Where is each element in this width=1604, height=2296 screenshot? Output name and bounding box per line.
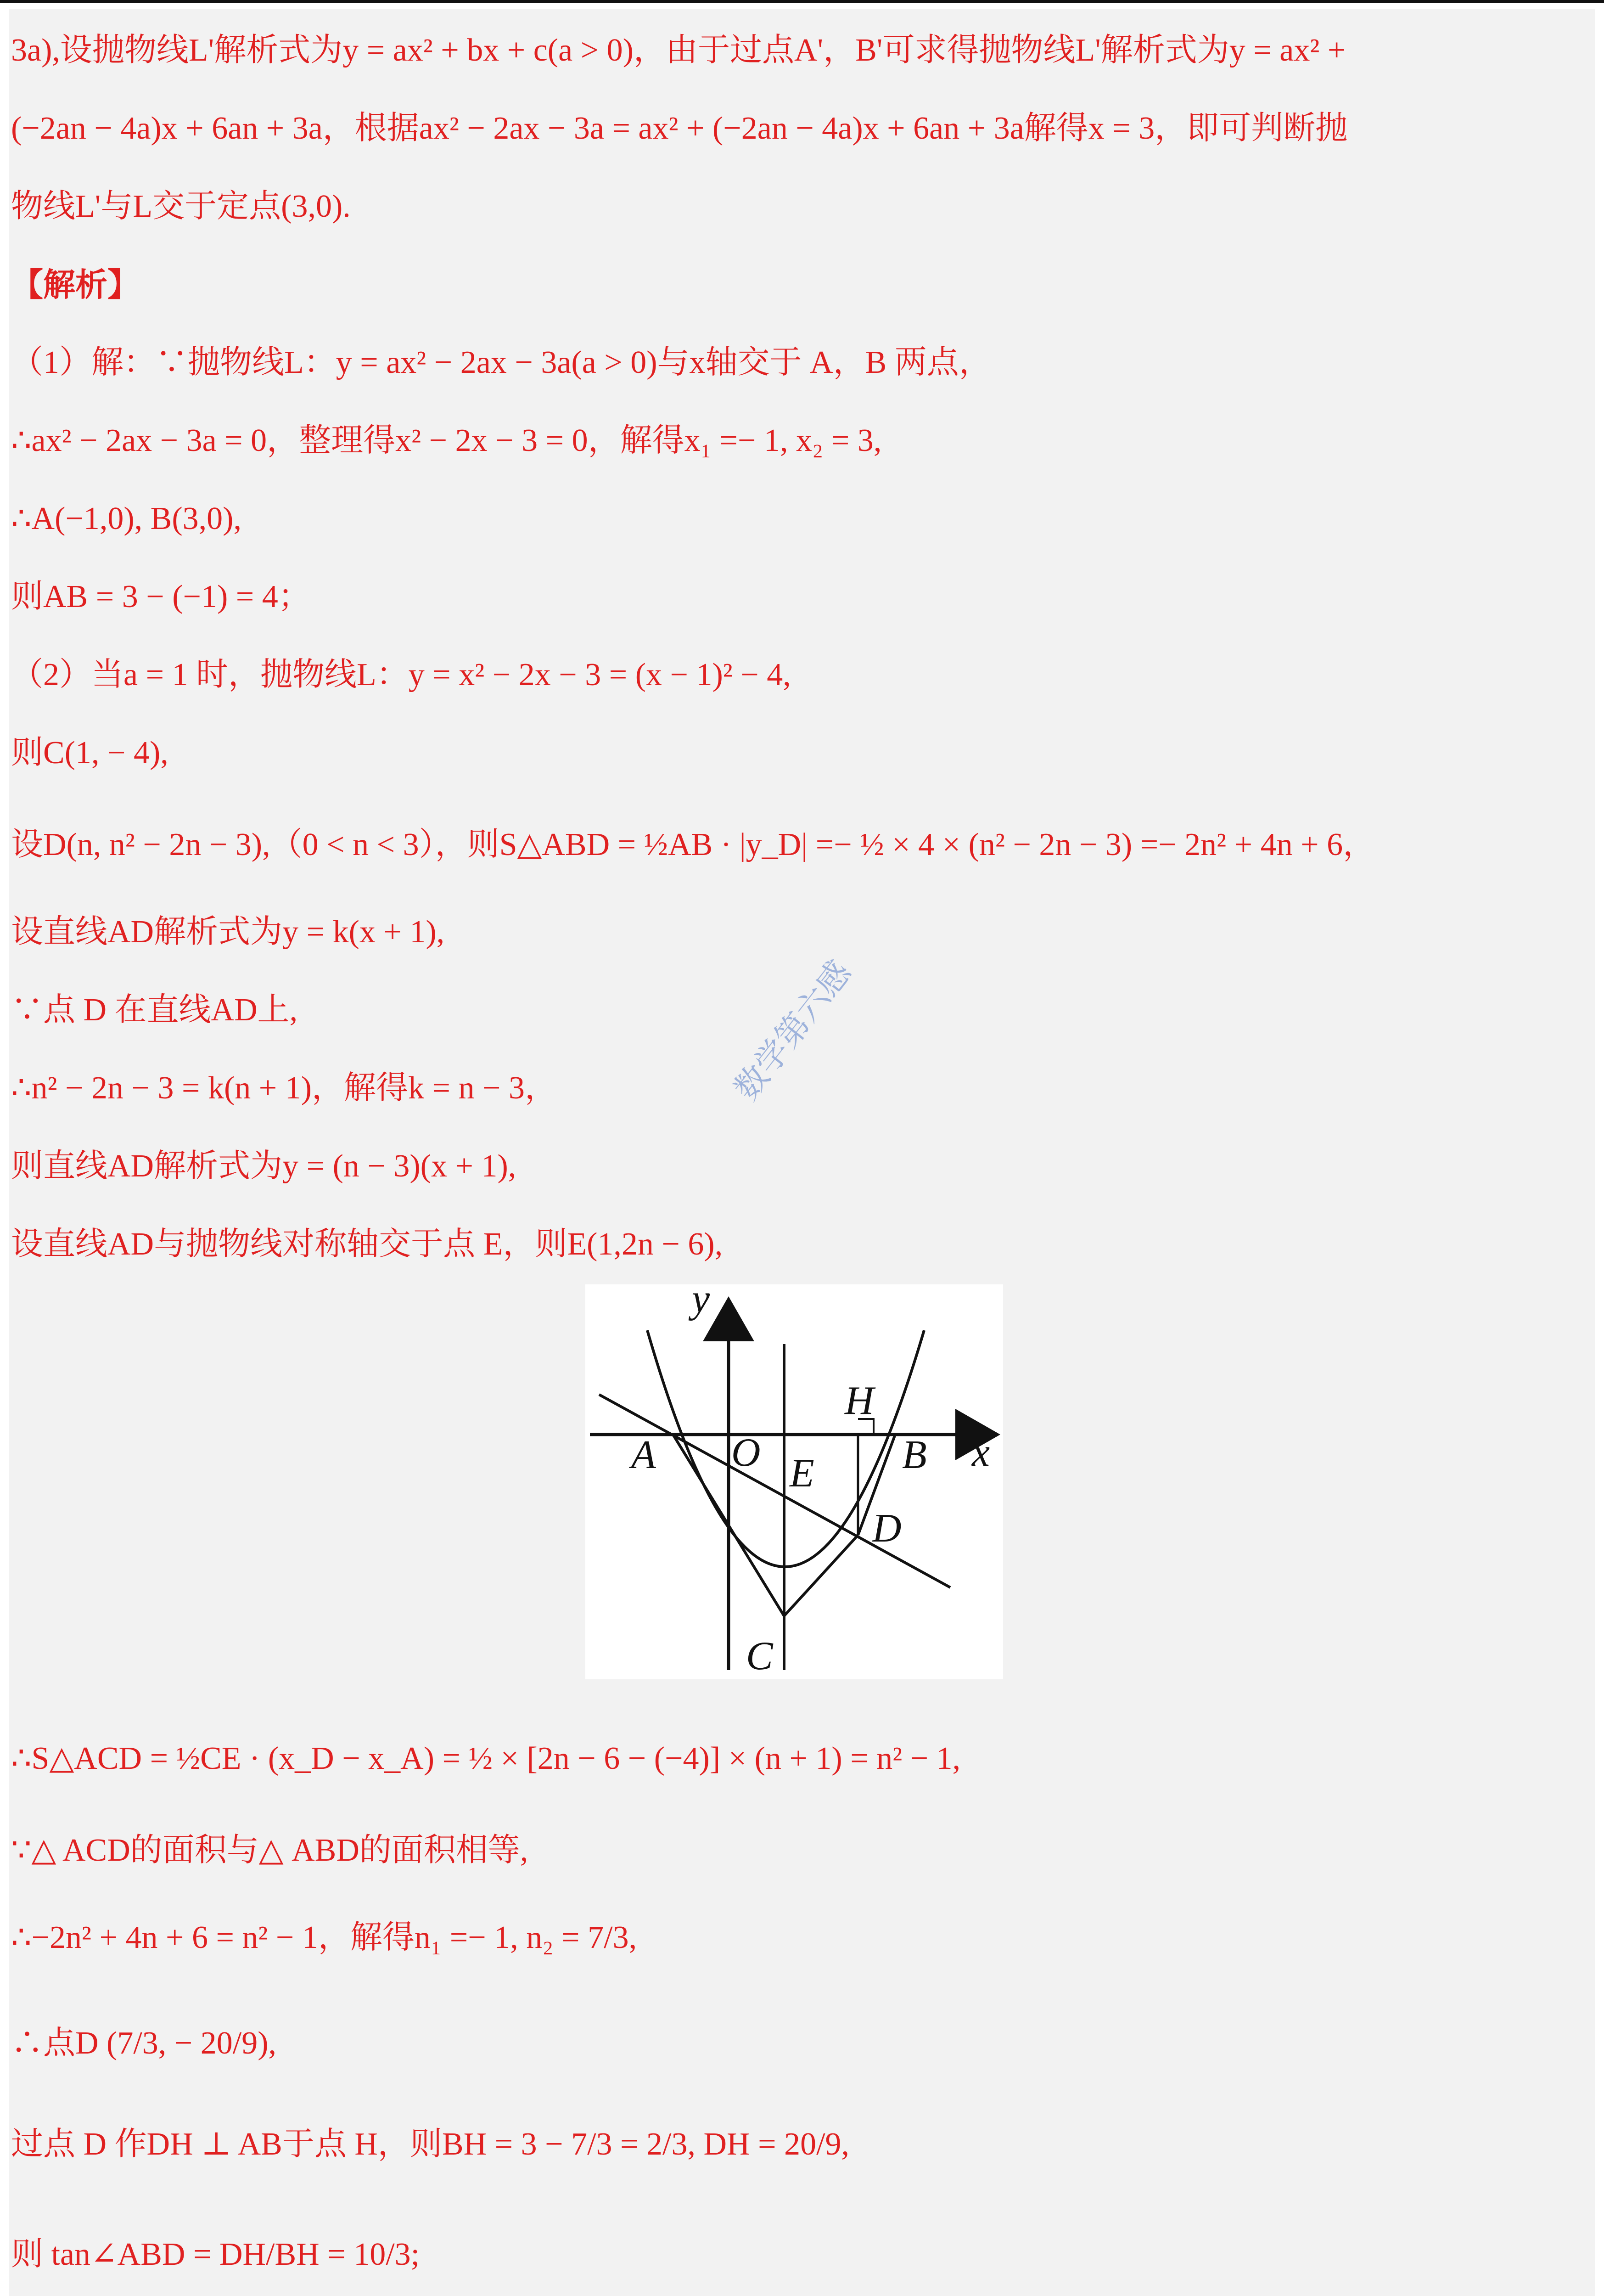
label-c: C xyxy=(746,1634,773,1678)
solution-line-2: (−2an − 4a)x + 6an + 3a，根据ax² − 2ax − 3a = ax² + (−2an − 4a)x + 6an + 3a解得x = 3，即可判断抛 xyxy=(11,111,1348,146)
top-rule xyxy=(0,0,1604,3)
solution-line-11: 设D(n, n² − 2n − 3),（0 < n < 3），则S△ABD = ½AB · |y_D| =− ½ × 4 × (n² − 2n − 3) =− 2n² + 4n + 6， xyxy=(11,827,1375,862)
solution-line-16: 设直线AD与抛物线对称轴交于点 E，则E(1,2n − 6), xyxy=(11,1227,723,1262)
solution-line-21: 过点 D 作DH ⊥ AB于点 H，则BH = 3 − 7/3 = 2/3, DH = 20/9, xyxy=(11,2127,850,2162)
watermark: 数学第六感 xyxy=(726,953,859,1108)
label-h: H xyxy=(845,1379,874,1423)
label-o: O xyxy=(731,1430,761,1475)
analysis-heading: 【解析】 xyxy=(11,266,140,304)
solution-line-19: ∴−2n² + 4n + 6 = n² − 1，解得n₁ =− 1, n₂ = 7/3, xyxy=(11,1920,637,1955)
parabola-figure xyxy=(585,1284,1003,1679)
solution-line-7: ∴A(−1,0), B(3,0), xyxy=(11,501,241,536)
solution-line-9: （2）当a = 1 时，抛物线L：y = x² − 2x − 3 = (x − 1)² − 4, xyxy=(11,657,791,692)
parabola-diagram xyxy=(585,1284,1003,1679)
solution-line-13: ∵点 D 在直线AD上, xyxy=(11,992,298,1028)
label-d: D xyxy=(872,1506,902,1551)
document-page xyxy=(9,9,1595,2296)
segment-cd xyxy=(784,1535,858,1616)
solution-line-10: 则C(1, − 4), xyxy=(11,735,168,771)
label-b: B xyxy=(902,1433,927,1477)
solution-line-18: ∵△ ACD的面积与△ ABD的面积相等, xyxy=(11,1833,528,1868)
label-x: x xyxy=(972,1430,990,1475)
solution-line-20: ∴点D (7/3, − 20/9), xyxy=(11,2026,277,2061)
label-e: E xyxy=(790,1451,814,1496)
solution-line-5: （1）解：∵抛物线L：y = ax² − 2ax − 3a(a > 0)与x轴交于 A，B 两点， xyxy=(11,345,991,380)
solution-line-22: 则 tan∠ABD = DH/BH = 10/3; xyxy=(11,2237,420,2272)
label-a: A xyxy=(631,1433,656,1477)
solution-line-17: ∴S△ACD = ½CE · (x_D − x_A) = ½ × [2n − 6 − (−4)] × (n + 1) = n² − 1, xyxy=(11,1741,961,1776)
solution-line-1: 3a),设抛物线L'解析式为y = ax² + bx + c(a > 0)，由于过点A'，B'可求得抛物线L'解析式为y = ax² + xyxy=(11,33,1346,68)
line-ad xyxy=(599,1395,950,1587)
solution-line-12: 设直线AD解析式为y = k(x + 1), xyxy=(11,914,445,950)
solution-line-3: 物线L'与L交于定点(3,0). xyxy=(11,189,351,224)
solution-line-8: 则AB = 3 − (−1) = 4； xyxy=(11,579,310,614)
label-y: y xyxy=(692,1284,710,1321)
solution-line-6: ∴ax² − 2ax − 3a = 0，整理得x² − 2x − 3 = 0，解得x₁ =− 1, x₂ = 3, xyxy=(11,423,882,458)
solution-line-14: ∴n² − 2n − 3 = k(n + 1)，解得k = n − 3， xyxy=(11,1070,557,1106)
solution-line-15: 则直线AD解析式为y = (n − 3)(x + 1), xyxy=(11,1148,516,1184)
